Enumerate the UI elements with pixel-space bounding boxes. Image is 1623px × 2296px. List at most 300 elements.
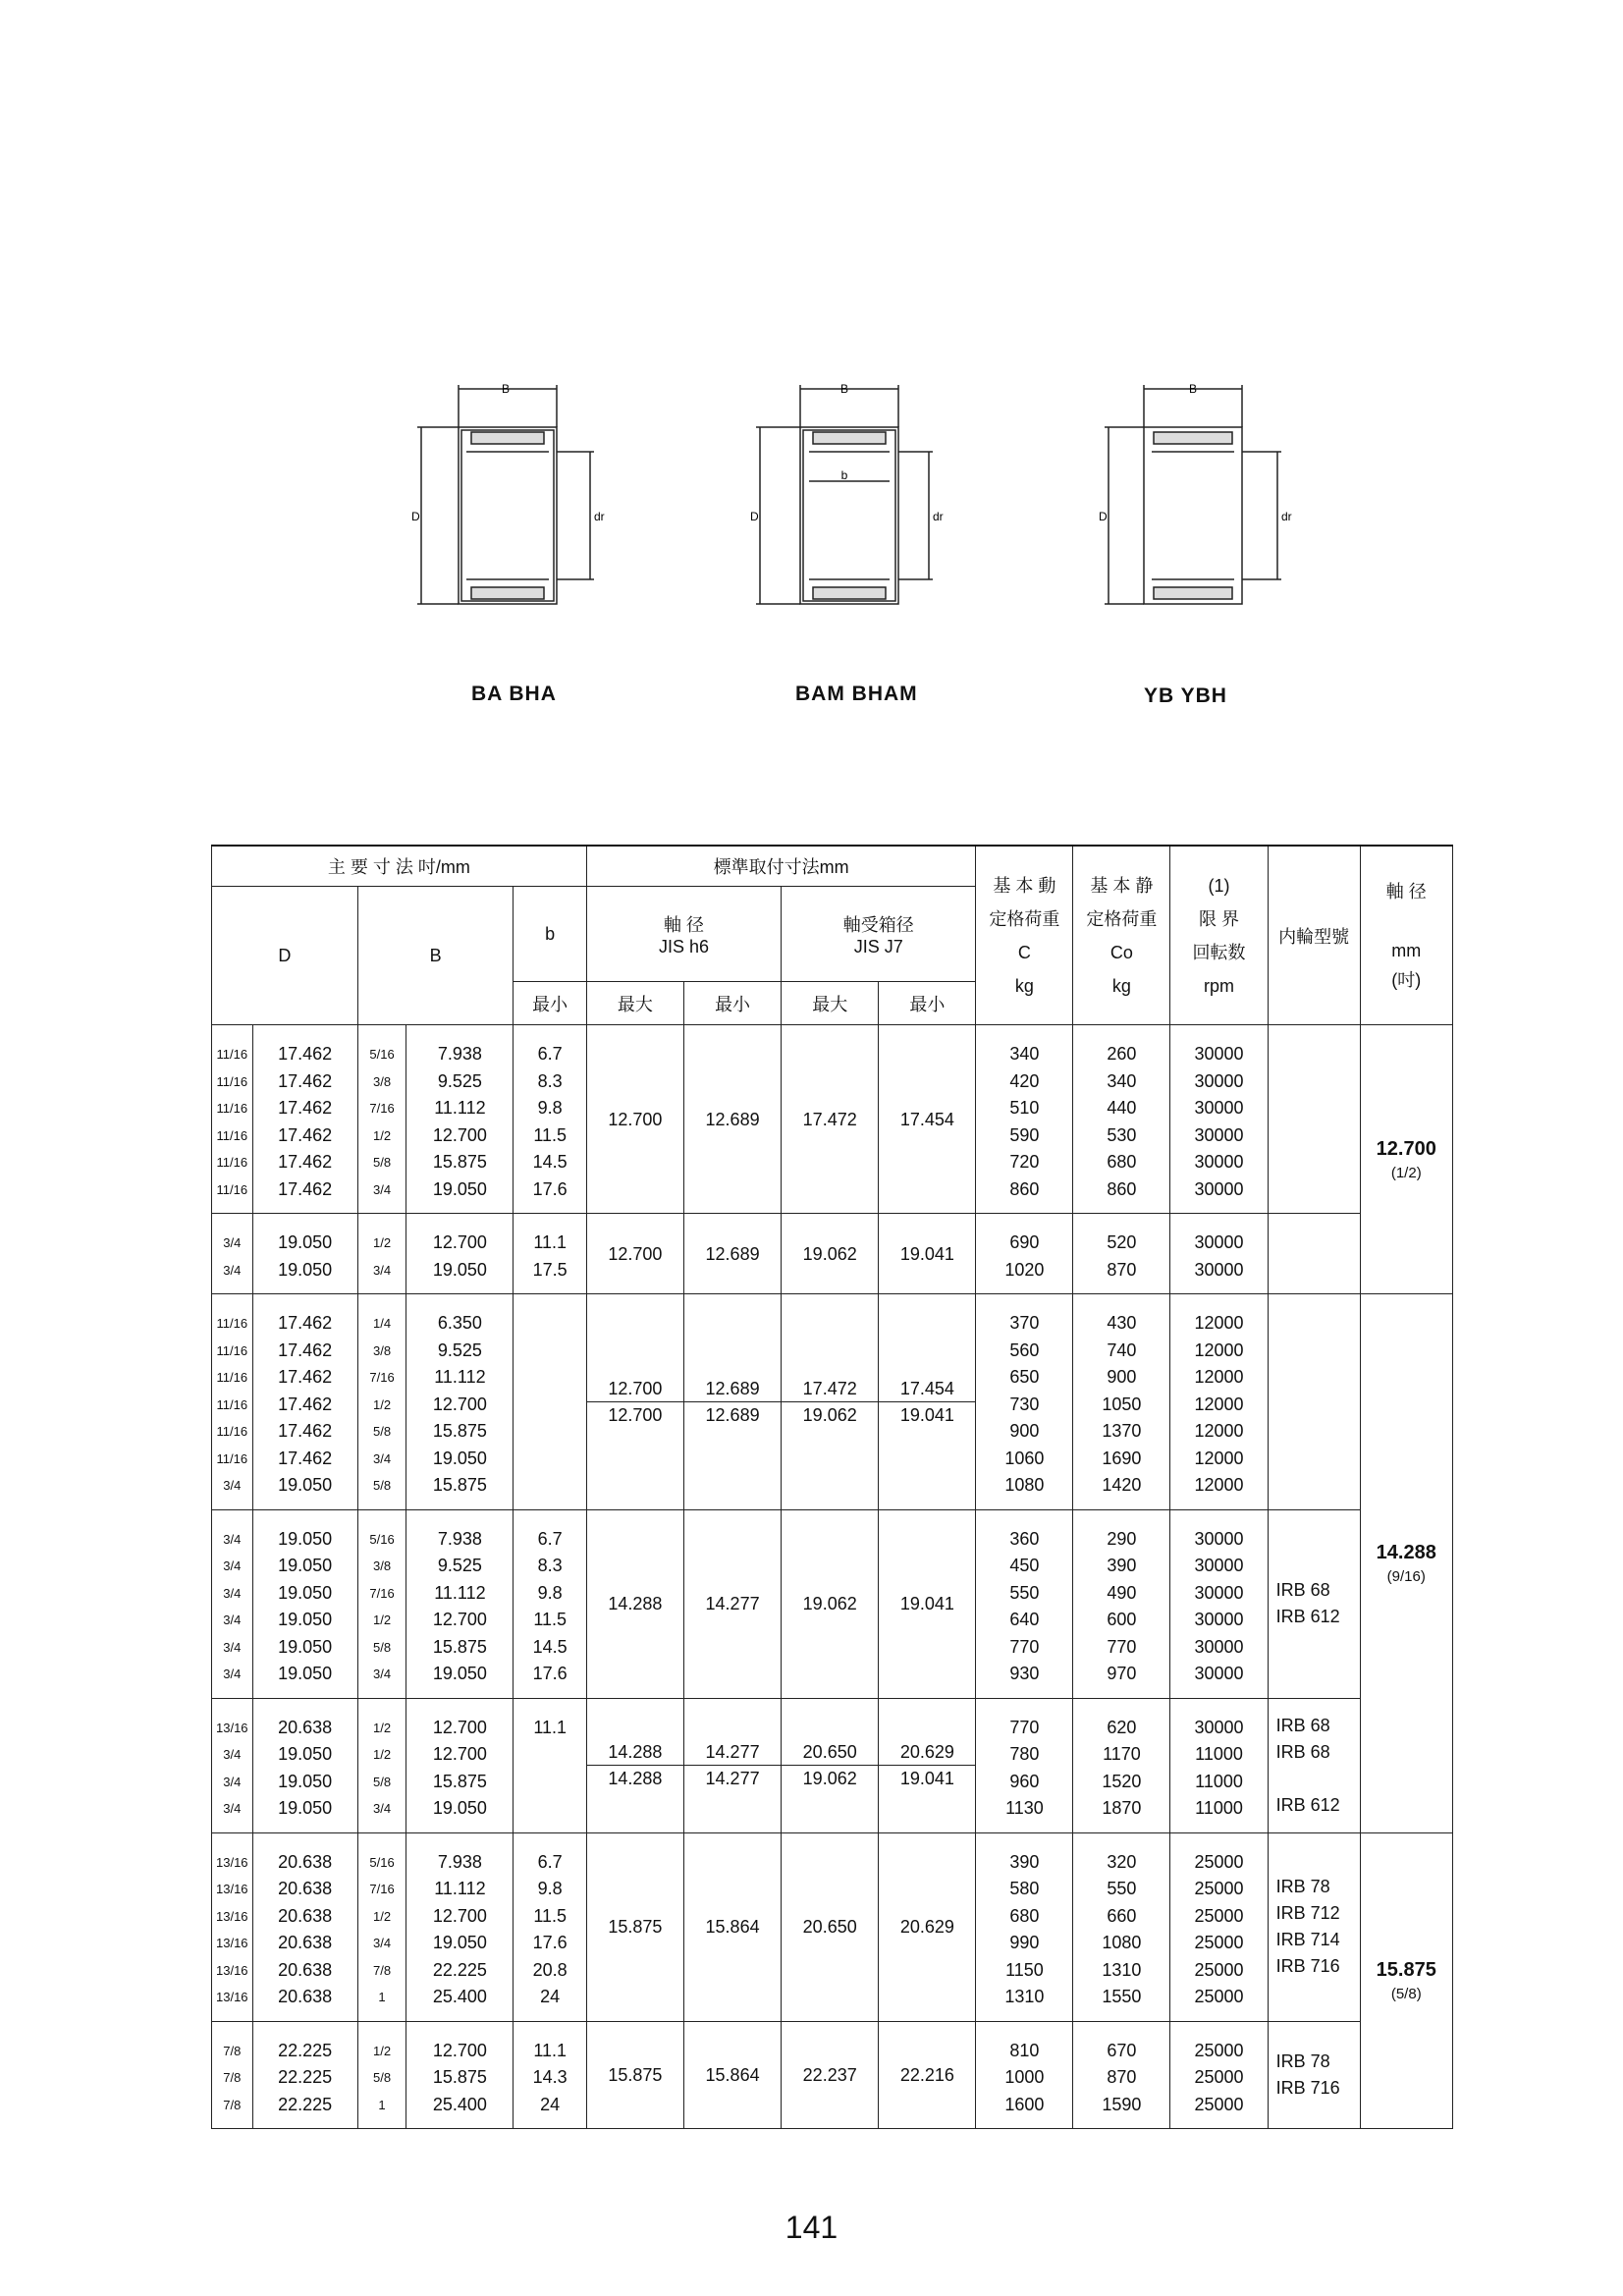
header-j-min: 最小 — [879, 982, 976, 1025]
dynamic-load — [976, 1698, 1073, 1832]
static-load-value: 870 — [1107, 1259, 1137, 1280]
header-housing-j7: 軸受箱径 JIS J7 — [782, 887, 976, 982]
b-mm-value: 25.400 — [432, 1987, 487, 2006]
static-load — [1073, 1509, 1170, 1698]
limit-rpm-value: 30000 — [1194, 1664, 1244, 1683]
dynamic-load-value: 680 — [1009, 1905, 1040, 1926]
static-load-value: 320 — [1107, 1851, 1137, 1872]
inner-ring-model — [1268, 1698, 1360, 1832]
d-mm-value: 19.050 — [278, 1664, 333, 1683]
static-load-value: 260 — [1107, 1044, 1137, 1064]
d-mm — [252, 1509, 357, 1698]
inner-ring-value: IRB 714 — [1275, 1930, 1340, 1949]
limit-rpm — [1170, 1294, 1268, 1510]
static-load-value: 1050 — [1102, 1394, 1142, 1414]
dynamic-load — [976, 1832, 1073, 2021]
d-inch — [212, 1214, 253, 1294]
static-load-value: 430 — [1107, 1313, 1137, 1333]
mount-value: 12.689 — [705, 1243, 760, 1264]
dynamic-load-value: 1130 — [1005, 1798, 1044, 1818]
d-mm-value: 22.225 — [278, 2094, 333, 2114]
limit-rpm-value: 30000 — [1194, 1152, 1244, 1172]
b-mm-value: 12.700 — [432, 1124, 487, 1145]
b-inch-value: 7/16 — [369, 1370, 395, 1385]
b-mm-value: 12.700 — [432, 1905, 487, 1926]
mount-h-max — [586, 1832, 683, 2021]
mount-value: 19.041 — [899, 1594, 954, 1613]
dim-d-label: D — [1099, 510, 1108, 523]
mount-h-max — [586, 1294, 683, 1510]
b-min-value: 9.8 — [537, 1879, 563, 1898]
mount-value: 15.875 — [608, 1917, 663, 1937]
b-min — [514, 1509, 586, 1698]
inner-ring-value: IRB 78 — [1275, 2050, 1330, 2071]
b-inch — [357, 1025, 406, 1214]
dim-dr-label: dr — [594, 510, 605, 523]
limit-rpm-value: 12000 — [1194, 1448, 1244, 1468]
dynamic-load-value: 590 — [1009, 1124, 1040, 1145]
inner-ring-value: IRB 612 — [1275, 1794, 1340, 1815]
header-h-max: 最大 — [586, 982, 683, 1025]
table-row-group — [212, 1025, 1453, 1214]
header-small-b: b — [514, 887, 586, 982]
mount-value: 20.650 — [802, 1917, 857, 1937]
b-inch-value: 7/16 — [369, 1585, 395, 1601]
b-min-value: 11.5 — [533, 1905, 568, 1926]
b-min-value: 11.1 — [533, 1717, 568, 1737]
limit-rpm — [1170, 2021, 1268, 2129]
b-min — [514, 2021, 586, 2129]
static-load-value: 860 — [1107, 1178, 1137, 1199]
d-inch-value: 13/16 — [216, 1882, 248, 1896]
d-inch-value: 3/4 — [223, 1235, 242, 1250]
header-inner-ring: 内輪型號 — [1268, 846, 1360, 1025]
dynamic-load-value: 960 — [1009, 1771, 1040, 1791]
shaft-diameter — [1360, 1832, 1452, 2129]
b-inch-value: 5/16 — [369, 1854, 395, 1870]
mount-value: 14.277 — [705, 1594, 760, 1613]
b-mm-value: 15.875 — [432, 1636, 487, 1657]
d-mm-value: 19.050 — [278, 1232, 333, 1252]
b-min-value: 9.8 — [537, 1582, 563, 1603]
limit-rpm-value: 25000 — [1194, 2040, 1244, 2060]
d-inch-value: 7/8 — [223, 2070, 242, 2085]
b-mm-value: 9.525 — [437, 1339, 482, 1360]
static-load — [1073, 1832, 1170, 2021]
mount-value: 22.216 — [899, 2064, 954, 2085]
b-min — [514, 1698, 586, 1832]
mount-value: 19.062 — [802, 1243, 857, 1264]
d-mm-value: 17.462 — [278, 1124, 333, 1145]
b-inch-value: 1/2 — [372, 1396, 392, 1412]
b-inch-value: 1/2 — [372, 1127, 392, 1143]
d-inch-value: 13/16 — [216, 1908, 248, 1924]
static-load-value: 680 — [1107, 1152, 1137, 1172]
b-inch — [357, 1698, 406, 1832]
mount-j-max — [782, 1832, 879, 2021]
b-inch-value: 3/8 — [372, 1558, 392, 1573]
inner-ring-value: IRB 712 — [1275, 1903, 1340, 1923]
d-mm-value: 17.462 — [278, 1098, 333, 1118]
mount-h-min — [684, 1214, 782, 1294]
mount-value: 20.629 — [899, 1742, 954, 1762]
shaft-inch: (9/16) — [1386, 1567, 1426, 1585]
limit-rpm-value: 30000 — [1194, 1528, 1244, 1549]
mount-value: 20.650 — [802, 1742, 857, 1762]
b-inch-value: 5/16 — [369, 1047, 395, 1062]
b-min — [514, 1214, 586, 1294]
b-mm-value: 11.112 — [434, 1098, 486, 1118]
limit-rpm-value: 30000 — [1194, 1124, 1244, 1145]
mount-h-min — [684, 1832, 782, 2021]
mount-value: 12.689 — [705, 1378, 760, 1398]
inner-ring-value: IRB 612 — [1275, 1607, 1340, 1626]
table-body — [212, 1025, 1453, 2129]
limit-rpm-value: 25000 — [1194, 1879, 1244, 1898]
d-inch-value: 3/4 — [223, 1558, 242, 1573]
d-inch — [212, 1832, 253, 2021]
b-mm-value: 22.225 — [432, 1959, 487, 1980]
b-inch-value: 1/2 — [372, 1613, 392, 1627]
dynamic-load-value: 810 — [1009, 2040, 1040, 2060]
caption-bam-bham: BAM BHAM — [795, 683, 918, 705]
b-inch — [357, 2021, 406, 2129]
inner-ring-value: IRB 68 — [1275, 1715, 1330, 1735]
b-min-value: 17.6 — [532, 1178, 568, 1199]
limit-rpm-value: 30000 — [1194, 1259, 1244, 1280]
mount-value: 14.288 — [608, 1742, 663, 1762]
table-row-group — [212, 1509, 1453, 1698]
b-min-value: 11.1 — [533, 2040, 568, 2060]
d-inch-value: 13/16 — [216, 1962, 248, 1978]
limit-rpm-value: 12000 — [1194, 1313, 1244, 1333]
dynamic-load-value: 550 — [1009, 1582, 1040, 1603]
d-inch-value: 11/16 — [216, 1396, 248, 1412]
mount-h-min — [684, 1698, 782, 1832]
limit-rpm — [1170, 1214, 1268, 1294]
limit-rpm-value: 30000 — [1194, 1232, 1244, 1252]
inner-ring-value — [1276, 1766, 1360, 1792]
d-mm — [252, 1832, 357, 2021]
dim-d-label: D — [750, 510, 759, 523]
b-mm — [406, 1294, 514, 1510]
caption-ba-bha: BA BHA — [471, 683, 557, 705]
static-load — [1073, 1214, 1170, 1294]
page-number: 141 — [784, 2210, 839, 2245]
inner-ring-model — [1268, 1832, 1360, 2021]
dim-b-label: B — [501, 382, 511, 396]
inner-ring-model — [1268, 1509, 1360, 1698]
b-mm-value: 15.875 — [432, 2067, 487, 2087]
dynamic-load-value: 720 — [1009, 1152, 1040, 1172]
mount-value: 19.041 — [899, 1243, 954, 1264]
b-inch-value: 3/4 — [372, 1936, 392, 1950]
mount-j-min — [879, 1698, 976, 1832]
dynamic-load-value: 860 — [1009, 1178, 1040, 1199]
d-inch-value: 3/4 — [223, 1585, 242, 1601]
dynamic-load-value: 650 — [1009, 1367, 1040, 1387]
d-mm-value: 20.638 — [278, 1959, 333, 1980]
static-load — [1073, 1294, 1170, 1510]
d-inch-value: 11/16 — [216, 1047, 248, 1062]
table-row-group — [212, 1832, 1453, 2021]
header-j-max: 最大 — [782, 982, 879, 1025]
b-min — [514, 1294, 586, 1510]
static-load — [1073, 1025, 1170, 1214]
d-inch-value: 11/16 — [216, 1073, 248, 1089]
limit-rpm-value: 30000 — [1194, 1636, 1244, 1657]
limit-rpm-value: 25000 — [1194, 2094, 1244, 2114]
d-mm-value: 19.050 — [278, 1528, 333, 1549]
b-mm-value: 15.875 — [432, 1152, 487, 1172]
dynamic-load-value: 770 — [1009, 1636, 1040, 1657]
mount-j-max — [782, 1509, 879, 1698]
mount-value: 17.472 — [802, 1378, 857, 1398]
static-load-value: 900 — [1107, 1367, 1137, 1387]
d-inch-value: 3/4 — [223, 1639, 242, 1655]
dynamic-load-value: 390 — [1009, 1851, 1040, 1872]
d-inch — [212, 1294, 253, 1510]
b-inch-value: 5/8 — [372, 1424, 392, 1439]
b-mm-value: 15.875 — [432, 1475, 487, 1495]
b-inch-value: 7/8 — [372, 1962, 392, 1978]
static-load-value: 970 — [1107, 1664, 1137, 1683]
limit-rpm-value: 25000 — [1194, 1933, 1244, 1952]
d-mm-value: 17.462 — [278, 1421, 333, 1441]
b-inch-value: 1 — [378, 2097, 386, 2112]
b-inch — [357, 1509, 406, 1698]
b-inch-value: 3/4 — [372, 1801, 392, 1816]
d-mm-value: 19.050 — [278, 1744, 333, 1764]
inner-ring-value: IRB 68 — [1275, 1580, 1330, 1600]
b-mm-value: 15.875 — [432, 1421, 487, 1441]
dynamic-load-value: 450 — [1009, 1556, 1040, 1575]
b-min-value: 14.3 — [532, 2067, 568, 2087]
dynamic-load-value: 370 — [1009, 1313, 1040, 1333]
static-load-value: 1590 — [1102, 2094, 1142, 2114]
header-d: D — [212, 887, 358, 1025]
header-dynamic-load: 基 本 動 定格荷重 C kg — [976, 846, 1073, 1025]
dynamic-load-value: 1600 — [1004, 2094, 1045, 2114]
dim-b-label: B — [1188, 382, 1198, 396]
mount-j-min — [879, 1509, 976, 1698]
d-inch-value: 3/4 — [223, 1613, 242, 1627]
d-mm-value: 17.462 — [278, 1313, 333, 1333]
mount-value: 12.700 — [608, 1109, 663, 1129]
header-b: B — [357, 887, 514, 1025]
mount-value: 19.062 — [782, 1401, 878, 1428]
d-mm — [252, 1214, 357, 1294]
b-inch-value: 1/2 — [372, 1908, 392, 1924]
inner-ring-model — [1268, 1025, 1360, 1214]
diagram-ba-bha — [407, 373, 623, 638]
mount-value: 14.288 — [608, 1594, 663, 1613]
dim-dr-label: dr — [1281, 510, 1292, 523]
dynamic-load-value: 780 — [1009, 1744, 1040, 1764]
b-min-value: 14.5 — [532, 1152, 568, 1172]
b-inch-value: 5/8 — [372, 1774, 392, 1789]
static-load-value: 740 — [1107, 1339, 1137, 1360]
b-inch-value: 1/2 — [372, 1235, 392, 1250]
shaft-mm: 12.700 — [1376, 1137, 1436, 1160]
d-inch-value: 11/16 — [216, 1316, 248, 1331]
dynamic-load-value: 420 — [1009, 1070, 1040, 1091]
dim-dr-label: dr — [933, 510, 944, 523]
d-mm-value: 17.462 — [278, 1044, 333, 1064]
b-mm-value: 11.112 — [434, 1879, 486, 1898]
d-inch-value: 7/8 — [223, 2043, 242, 2058]
b-mm-value: 12.700 — [432, 2040, 487, 2060]
b-min-value: 11.1 — [533, 1232, 568, 1252]
b-min-value: 6.7 — [537, 1044, 563, 1064]
d-inch — [212, 2021, 253, 2129]
d-inch-value: 13/16 — [216, 1720, 248, 1735]
header-shaft-h6: 軸 径 JIS h6 — [586, 887, 781, 982]
static-load-value: 340 — [1107, 1070, 1137, 1091]
d-mm-value: 19.050 — [278, 1475, 333, 1495]
d-mm-value: 20.638 — [278, 1987, 333, 2006]
mount-value: 12.700 — [608, 1243, 663, 1264]
dynamic-load-value: 1080 — [1004, 1475, 1045, 1495]
b-min — [514, 1832, 586, 2021]
dynamic-load-value: 360 — [1009, 1528, 1040, 1549]
d-inch-value: 11/16 — [216, 1181, 248, 1197]
b-min-value: 8.3 — [537, 1070, 563, 1091]
header-b-min: 最小 — [514, 982, 586, 1025]
dynamic-load — [976, 2021, 1073, 2129]
limit-rpm-value: 30000 — [1194, 1556, 1244, 1575]
d-inch-value: 13/16 — [216, 1936, 248, 1950]
dynamic-load-value: 1000 — [1004, 2067, 1045, 2087]
d-mm — [252, 2021, 357, 2129]
static-load-value: 1170 — [1103, 1744, 1141, 1764]
static-load-value: 660 — [1107, 1905, 1137, 1926]
limit-rpm-value: 12000 — [1194, 1394, 1244, 1414]
mount-j-max — [782, 2021, 879, 2129]
static-load — [1073, 2021, 1170, 2129]
static-load-value: 1310 — [1102, 1959, 1142, 1980]
mount-value: 20.629 — [899, 1917, 954, 1937]
limit-rpm — [1170, 1509, 1268, 1698]
d-inch-value: 3/4 — [223, 1801, 242, 1816]
diagram-yb-ybh — [1095, 373, 1311, 638]
b-min-value: 8.3 — [537, 1556, 563, 1575]
b-min-value: 20.8 — [532, 1959, 568, 1980]
limit-rpm-value: 30000 — [1194, 1044, 1244, 1064]
shaft-inch: (1/2) — [1390, 1164, 1422, 1181]
static-load-value: 290 — [1107, 1528, 1137, 1549]
b-mm-value: 19.050 — [432, 1259, 487, 1280]
mount-value: 15.864 — [705, 2064, 760, 2085]
header-shaft-dia: 軸 径 mm (吋) — [1360, 846, 1452, 1025]
dynamic-load-value: 580 — [1009, 1879, 1040, 1898]
b-mm-value: 11.112 — [434, 1582, 486, 1603]
limit-rpm-value: 12000 — [1194, 1421, 1244, 1441]
limit-rpm-value: 30000 — [1194, 1098, 1244, 1118]
limit-rpm-value: 30000 — [1194, 1070, 1244, 1091]
b-mm-value: 19.050 — [432, 1448, 487, 1468]
header-limit-rpm: (1) 限 界 回転数 rpm — [1170, 846, 1268, 1025]
limit-rpm-value: 30000 — [1194, 1610, 1244, 1629]
d-mm-value: 17.462 — [278, 1178, 333, 1199]
limit-rpm-value: 12000 — [1194, 1367, 1244, 1387]
b-inch-value: 5/16 — [369, 1531, 395, 1547]
b-mm-value: 12.700 — [432, 1610, 487, 1629]
mount-j-min — [879, 1832, 976, 2021]
shaft-mm: 14.288 — [1376, 1541, 1436, 1563]
b-inch-value: 7/16 — [369, 1101, 395, 1116]
b-mm — [406, 1509, 514, 1698]
inner-ring-model — [1268, 1214, 1360, 1294]
mount-h-max — [586, 1214, 683, 1294]
d-inch-value: 11/16 — [216, 1342, 248, 1358]
mount-j-min — [879, 2021, 976, 2129]
d-mm-value: 19.050 — [278, 1582, 333, 1603]
inner-ring-value: IRB 716 — [1275, 1956, 1340, 1976]
d-mm-value: 17.462 — [278, 1070, 333, 1091]
d-mm-value: 17.462 — [278, 1448, 333, 1468]
static-load-value: 1370 — [1102, 1421, 1142, 1441]
mount-value: 17.454 — [899, 1378, 954, 1398]
table-row-group — [212, 1294, 1453, 1510]
b-mm-value: 7.938 — [437, 1528, 482, 1549]
static-load-value: 490 — [1107, 1582, 1137, 1603]
d-mm-value: 20.638 — [278, 1879, 333, 1898]
dynamic-load — [976, 1509, 1073, 1698]
limit-rpm-value: 25000 — [1194, 2067, 1244, 2087]
d-mm-value: 17.462 — [278, 1152, 333, 1172]
static-load-value: 600 — [1107, 1610, 1137, 1629]
mount-value: 14.277 — [684, 1765, 781, 1791]
b-mm-value: 11.112 — [434, 1367, 486, 1387]
d-inch-value: 3/4 — [223, 1747, 242, 1762]
b-mm-value: 12.700 — [432, 1394, 487, 1414]
d-mm-value: 20.638 — [278, 1933, 333, 1952]
mount-j-max — [782, 1025, 879, 1214]
b-inch-value: 3/4 — [372, 1667, 392, 1681]
b-inch — [357, 1832, 406, 2021]
table-row-group — [212, 2021, 1453, 2129]
b-mm-value: 12.700 — [432, 1717, 487, 1737]
b-mm-value: 12.700 — [432, 1232, 487, 1252]
inner-ring-value: IRB 78 — [1275, 1877, 1330, 1896]
d-inch-value: 3/4 — [223, 1531, 242, 1547]
static-load-value: 1550 — [1102, 1987, 1142, 2006]
dynamic-load — [976, 1214, 1073, 1294]
mount-h-min — [684, 2021, 782, 2129]
b-inch-value: 7/16 — [369, 1882, 395, 1896]
d-mm-value: 19.050 — [278, 1771, 333, 1791]
b-min-value: 17.6 — [532, 1933, 568, 1952]
mount-value: 12.700 — [608, 1378, 663, 1398]
b-mm — [406, 1025, 514, 1214]
b-mm-value: 7.938 — [437, 1044, 482, 1064]
b-inch-value: 3/8 — [372, 1073, 392, 1089]
mount-value: 15.864 — [705, 1917, 760, 1937]
mount-j-min — [879, 1294, 976, 1510]
dim-d-label: D — [411, 510, 420, 523]
limit-rpm — [1170, 1832, 1268, 2021]
d-mm-value: 19.050 — [278, 1798, 333, 1818]
d-inch-value: 13/16 — [216, 1854, 248, 1870]
b-inch-value: 1/2 — [372, 1747, 392, 1762]
mount-j-min — [879, 1214, 976, 1294]
b-inch — [357, 1214, 406, 1294]
static-load-value: 1520 — [1102, 1771, 1142, 1791]
mount-h-min — [684, 1025, 782, 1214]
mount-value: 14.277 — [705, 1742, 760, 1762]
static-load-value: 620 — [1107, 1717, 1137, 1737]
